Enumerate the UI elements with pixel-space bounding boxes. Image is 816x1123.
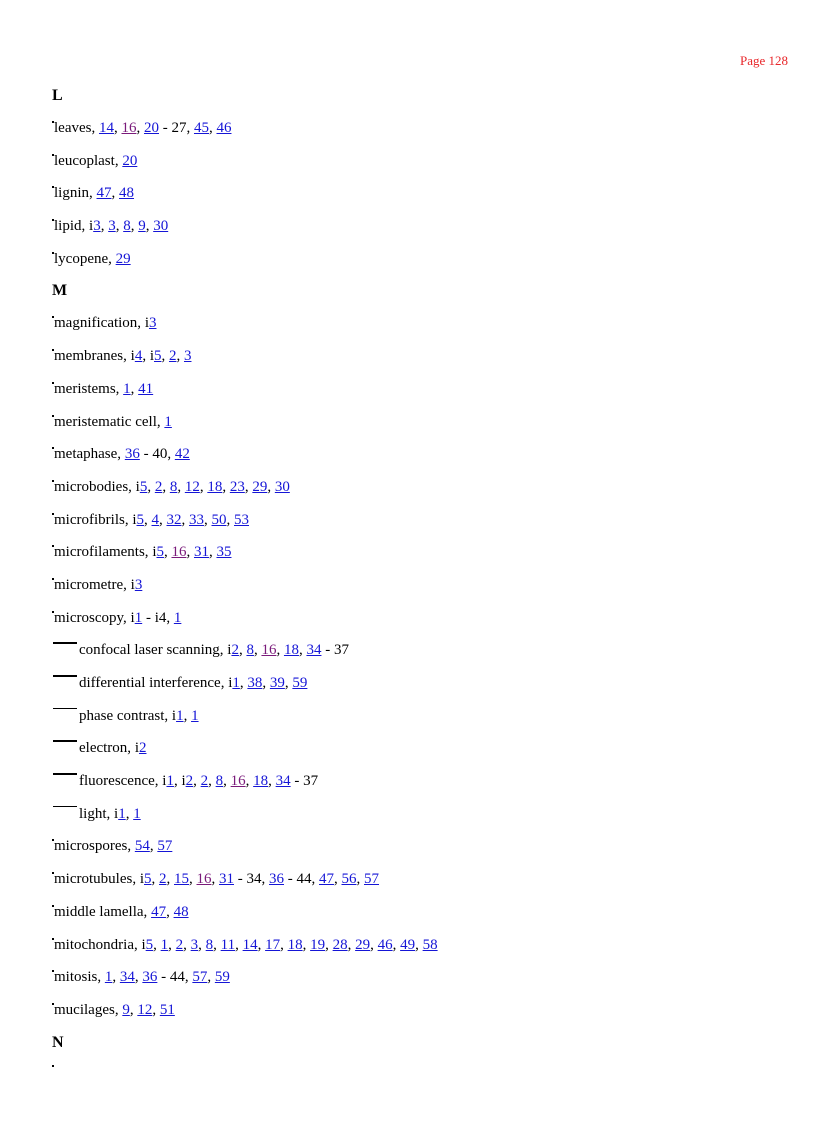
entry-term: magnification, [54,315,145,332]
page-ref-link[interactable]: 48 [173,903,189,920]
page-ref-link[interactable]: 45 [193,120,209,136]
index-entry [52,444,796,464]
index-entry [52,379,796,399]
page-ref-link[interactable]: 47 [96,185,112,202]
page-ref-link[interactable]: 47 [319,871,334,888]
index-entry [52,313,796,333]
page-ref-text: 40 [152,446,168,463]
ref-prefix: i [227,642,232,659]
entry-bullet [52,839,54,841]
ref-prefix: i [144,315,149,332]
ref-prefix: i [162,773,167,790]
index-entry [52,1000,796,1020]
entry-text: meristems, 1, 41 [54,380,154,397]
entry-bullet [52,121,54,123]
page-ref-link[interactable]: 29 [355,936,371,953]
entry-bullet [52,513,54,515]
entry-text: microscopy, i1 - i4, 1 [54,609,182,626]
entry-term: microfibrils, [54,511,133,528]
index-letter-heading: L [52,87,63,104]
page-ref-link[interactable]: 5 [153,348,162,365]
page-ref-link[interactable]: 2 [159,871,167,888]
index-entry [52,967,796,987]
page-ref-link[interactable]: 53 [234,511,249,528]
index-subentry [52,804,796,824]
entry-text: microfibrils, i5, 4, 32, 33, 50, 53 [54,511,249,528]
entry-term: mucilages, [54,1001,123,1018]
subentry-dash [53,675,77,677]
entry-term: microtubules, [54,871,140,888]
page-ref-link[interactable]: 33 [189,511,204,528]
page-ref-link[interactable]: 30 [274,478,290,495]
entry-bullet [52,1065,54,1067]
subentry-dash [53,708,77,710]
entry-bullet [52,316,54,318]
page-ref-link[interactable]: 1 [123,380,131,397]
index-entry [52,477,796,497]
page-ref-link[interactable]: 2 [138,740,147,757]
page-ref-link[interactable]: 49 [400,936,416,953]
page-ref-link[interactable]: 23 [229,478,245,495]
entry-text [52,414,172,430]
page-ref-link[interactable]: 2 [168,348,177,365]
page-ref-text: 34 [246,871,262,888]
entry-bullet [52,480,54,482]
page-ref-link[interactable]: 9 [138,218,146,235]
entry-bullet [52,349,54,351]
page-ref-link[interactable]: 4 [151,511,159,528]
entry-term: confocal laser scanning, [79,642,228,659]
index-subentry [52,640,796,660]
page-ref-link[interactable]: 1 [166,773,174,790]
entry-term: leucoplast, [54,152,123,169]
index-entry [52,869,796,889]
page-ref-link[interactable]: 18 [283,642,299,659]
index-letter-heading: M [52,282,68,300]
entry-text: microspores, 54, 57 [54,838,173,855]
page-ref-link[interactable]: 20 [143,120,159,136]
entry-text [52,251,131,267]
page-ref-link[interactable]: 5 [156,544,164,561]
page-ref-text: i4 [154,609,167,626]
entry-text: phase contrast, i1, 1 [79,707,199,724]
ref-prefix: i [134,740,139,757]
ref-prefix: i [130,609,135,626]
page-ref-link[interactable]: 8 [123,218,131,235]
entry-bullet [52,382,54,384]
entry-text: fluorescence, i1, i2, 2, 8, 16, 18, 34 - 37 [79,773,319,790]
entry-bullet [52,970,54,972]
index-letter-heading: N [52,1033,64,1051]
entry-text: leaves, 14, 16, 20 - 27, 45, 46 [54,120,232,136]
page-ref-link[interactable]: 16 [230,773,246,790]
page-ref-link[interactable]: 34 [119,969,135,986]
index-entry [52,346,796,366]
index-entry [52,151,796,171]
index-subentry [52,673,796,693]
entry-term: middle lamella, [54,903,152,920]
entry-text: confocal laser scanning, i2, 8, 16, 18, 34 - 37 [79,642,349,659]
page-ref-link[interactable]: 2 [200,773,209,790]
ref-prefix: i [135,478,140,495]
entry-text: lipid, i3, 3, 8, 9, 30 [54,218,169,235]
entry-text: microfilaments, i5, 16, 31, 35 [54,544,232,561]
entry-bullet [52,938,54,940]
ref-prefix: i [181,773,186,790]
entry-term: meristematic cell, [54,413,165,430]
ref-prefix: i [139,871,144,888]
page-ref-link[interactable]: 1 [164,413,172,430]
page-ref-link[interactable]: 14 [98,120,114,136]
page-ref-link[interactable]: 2 [185,773,194,790]
page-ref-link[interactable]: 57 [192,969,208,986]
page-ref-link[interactable]: 36 [142,969,158,986]
ref-prefix: i [171,707,177,724]
page-ref-link[interactable]: 3 [108,218,116,235]
page-ref-link[interactable]: 31 [219,871,234,888]
page-ref-link[interactable]: 30 [153,218,169,235]
page-ref-link[interactable]: 17 [265,936,281,953]
index-entry [52,183,796,203]
ref-prefix: i [132,511,137,528]
page-ref-link[interactable]: 56 [341,871,357,888]
entry-bullet [52,186,54,188]
page-ref-link[interactable]: 1 [118,805,126,822]
entry-bullet [52,154,54,156]
page-ref-link[interactable]: 2 [175,936,184,953]
entry-text: differential interference, i1, 38, 39, 59 [79,675,308,691]
page-ref-link[interactable]: 5 [144,871,152,888]
page-ref-link[interactable]: 14 [242,936,258,953]
page-ref-link[interactable]: 38 [247,675,263,691]
page-ref-link[interactable]: 5 [139,478,148,495]
entry-bullet [52,905,54,907]
entry-term: mitochondria, [54,936,142,953]
page-ref-link[interactable]: 54 [134,838,150,855]
page-ref-link[interactable]: 34 [306,642,322,659]
page-ref-link[interactable]: 46 [216,120,232,136]
entry-bullet [52,578,54,580]
ref-prefix: i [149,348,154,365]
index-entry [52,935,796,955]
ref-prefix: i [228,675,233,691]
page-ref-link[interactable]: 18 [207,478,223,495]
page-ref-link[interactable]: 12 [137,1001,153,1018]
page-ref-link[interactable]: 51 [159,1001,175,1018]
page-ref-link[interactable]: 31 [193,544,209,561]
page-ref-link[interactable]: 5 [145,936,154,953]
entry-term: phase contrast, [79,707,172,724]
ref-prefix: i [130,576,135,593]
entry-text [52,153,137,169]
page-ref-link[interactable]: 20 [122,152,138,169]
page-ref-link[interactable]: 15 [174,871,189,888]
ref-prefix: i [141,936,146,953]
index-entry [52,412,796,432]
entry-bullet [52,219,54,221]
page-ref-link[interactable]: 58 [422,936,438,953]
page-ref-link[interactable]: 16 [196,871,212,888]
page-ref-link[interactable]: 8 [246,642,254,659]
index-entry [52,902,796,922]
ref-prefix: i [114,805,119,822]
ref-prefix: i [152,544,157,561]
index-entry [52,575,796,595]
entry-bullet [52,611,54,613]
entry-text [77,740,146,756]
subentry-dash [53,773,77,775]
entry-text: lignin, 47, 48 [54,185,135,202]
page-ref-link[interactable]: 59 [214,969,230,986]
entry-term: lycopene, [54,250,116,267]
index-list [52,86,796,1071]
entry-text: metaphase, 36 - 40, 42 [54,446,190,463]
index-entry [52,608,796,628]
page-ref-link[interactable]: 1 [173,609,182,626]
page-ref-link[interactable]: 34 [275,773,291,790]
page-ref-link[interactable]: 32 [166,511,182,528]
page-ref-link[interactable]: 42 [174,446,190,463]
entry-text [52,315,156,331]
page-ref-link[interactable]: 41 [138,380,154,397]
entry-term: microbodies, [54,478,136,495]
index-entry [52,510,796,530]
entry-text: middle lamella, 47, 48 [54,903,189,920]
page-ref-link[interactable]: 18 [287,936,303,953]
entry-term: lipid, [54,218,90,235]
page-ref-link[interactable]: 1 [160,936,169,953]
entry-term: microfilaments, [54,544,153,561]
entry-bullet [52,872,54,874]
index-entry [52,216,796,236]
entry-text: light, i1, 1 [79,805,141,822]
entry-text: mucilages, 9, 12, 51 [54,1001,175,1018]
page-ref-link[interactable]: 3 [93,218,101,235]
page-ref-link[interactable]: 9 [122,1001,130,1018]
entry-term: mitosis, [54,969,105,986]
page-ref-link[interactable]: 1 [232,675,240,691]
entry-term: microspores, [54,838,135,855]
entry-bullet [52,1003,54,1005]
entry-term: membranes, [54,348,131,365]
entry-bullet [52,545,54,547]
index-entry [52,542,796,562]
entry-bullet [52,447,54,449]
page-ref-link[interactable]: 1 [191,707,199,724]
entry-term: meristems, [54,380,124,397]
page-ref-link[interactable]: 2 [231,642,239,659]
page-ref-text: 44 [169,969,185,986]
page-ref-link[interactable]: 3 [134,576,143,593]
entry-term: lignin, [54,185,97,202]
index-subentry [52,738,796,758]
page-ref-link[interactable]: 36 [124,446,140,463]
index-entry [52,836,796,856]
page-ref-link[interactable]: 1 [176,707,184,724]
entry-text: mitochondria, i5, 1, 2, 3, 8, 11, 14, 17, 18, 19, 28, 29, 46, 49, 58 [54,936,438,953]
entry-text: microtubules, i5, 2, 15, 16, 31 - 34, 36 - 44, 47, 56, 57 [54,871,379,888]
page-ref-link[interactable]: 3 [148,315,157,332]
entry-term: microscopy, [54,609,131,626]
page-ref-text: 37 [303,773,319,790]
subentry-dash [53,740,77,742]
entry-term: differential interference, [79,675,229,691]
page-ref-link[interactable]: 2 [154,478,163,495]
page-ref-link[interactable]: 1 [104,969,113,986]
page-ref-link[interactable]: 1 [133,805,141,822]
page-ref-link[interactable]: 29 [252,478,268,495]
page-ref-link[interactable]: 12 [184,478,200,495]
page-ref-link[interactable]: 11 [220,936,236,953]
entry-text [52,577,142,593]
page-ref-link[interactable]: 1 [134,609,143,626]
page-ref-link[interactable]: 8 [205,936,214,953]
page-ref-link[interactable]: 8 [169,478,178,495]
entry-term: leaves, [54,120,99,136]
page-ref-link[interactable]: 29 [115,250,131,267]
page-ref-link[interactable]: 8 [215,773,224,790]
ref-prefix: i [89,218,94,235]
page-ref-text: 37 [333,642,349,659]
page-ref-link[interactable]: 16 [121,120,137,136]
entry-term: light, [79,805,115,822]
page-ref-link[interactable]: 19 [310,936,326,953]
page-ref-link[interactable]: 3 [190,936,199,953]
page-ref-link[interactable]: 28 [332,936,348,953]
page-ref-link[interactable]: 18 [253,773,269,790]
page-ref-link[interactable]: 48 [119,185,135,202]
page-number: Page 128 [739,53,788,68]
page-ref-link[interactable]: 39 [269,675,285,691]
page-ref-link[interactable]: 35 [216,544,232,561]
page-ref-link[interactable]: 16 [261,642,277,659]
page-ref-link[interactable]: 57 [157,838,173,855]
entry-term: micrometre, [54,576,131,593]
page-ref-link[interactable]: 36 [269,871,284,888]
page-ref-link[interactable]: 4 [134,348,143,365]
index-subentry [52,771,796,791]
entry-text: microbodies, i5, 2, 8, 12, 18, 23, 29, 30 [54,478,290,495]
page-ref-link[interactable]: 59 [292,675,308,691]
entry-term: electron, [79,740,135,757]
entry-text: membranes, i4, i5, 2, 3 [54,348,192,365]
page-ref-link[interactable]: 3 [183,348,192,365]
entry-bullet [52,252,54,254]
page-ref-link[interactable]: 47 [151,903,167,920]
page-ref-link[interactable]: 57 [364,871,379,888]
entry-term: fluorescence, [79,773,163,790]
page-ref-text: 44 [296,871,312,888]
index-entry [52,118,796,138]
entry-term: metaphase, [54,446,125,463]
page-ref-text: 27 [171,120,187,136]
subentry-dash [53,642,77,644]
subentry-dash [53,806,77,808]
entry-text: mitosis, 1, 34, 36 - 44, 57, 59 [54,969,230,986]
index-subentry [52,706,796,726]
page-ref-link[interactable]: 5 [136,511,144,528]
ref-prefix: i [130,348,135,365]
index-entry [52,249,796,269]
page-ref-link[interactable]: 50 [211,511,227,528]
entry-bullet [52,415,54,417]
page-ref-link[interactable]: 16 [171,544,187,561]
page-ref-link[interactable]: 46 [377,936,393,953]
